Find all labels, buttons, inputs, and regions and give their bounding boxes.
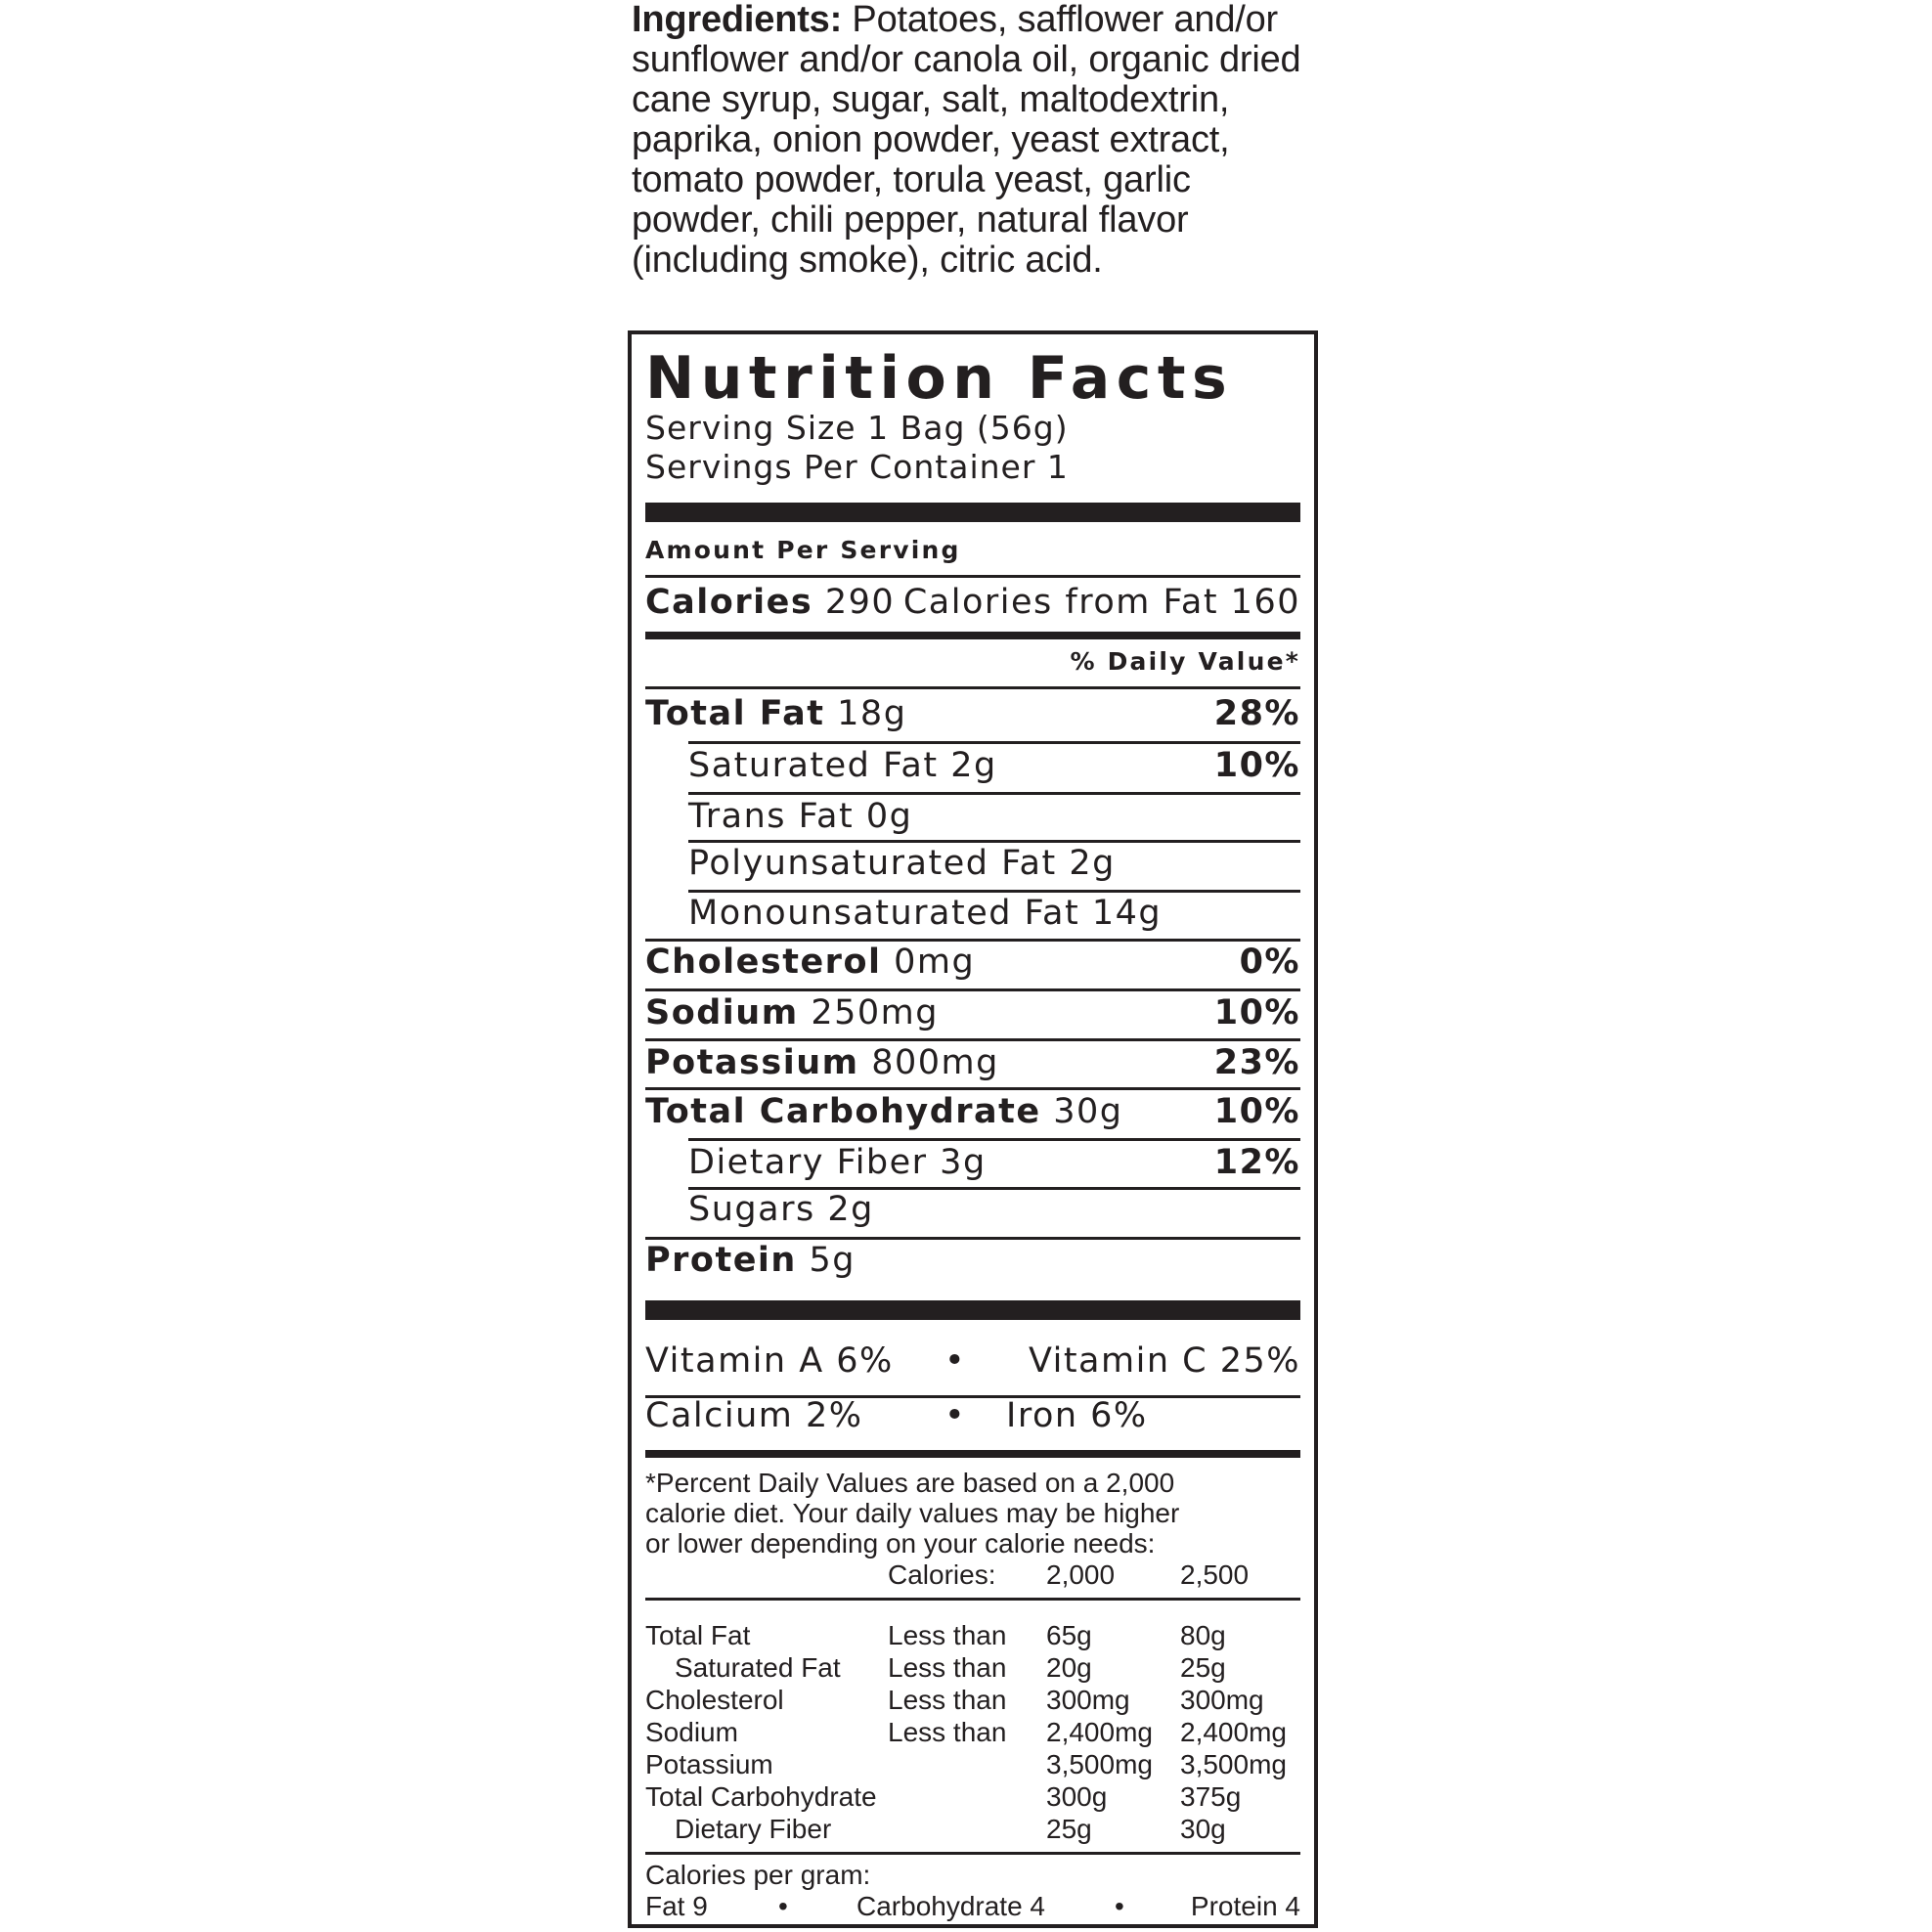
ref-value-2500: 2,400mg <box>1180 1717 1287 1747</box>
nutrient-dv: 12% <box>1213 1143 1300 1182</box>
nutrient-name: Sugars 2g <box>688 1190 874 1229</box>
ingredients-list: Potatoes, safflower and/or sunflower and/or canola oil, organic dried cane syrup, sugar, salt, maltodextrin, paprika, onion powder, yeast extract, tomato powder, torula yeast, garlic powder, chili pepper, natural flavor (including smoke), citric acid. <box>632 0 1301 281</box>
calories-row <box>645 581 1300 628</box>
ref-value-2500: 25g <box>1180 1652 1226 1683</box>
calories-col-2000: 2,000 <box>1046 1559 1116 1590</box>
calories-header: Calories: <box>888 1559 996 1590</box>
ref-value-2000: 2,400mg <box>1046 1717 1153 1747</box>
ref-value-2000: 65g <box>1046 1620 1092 1650</box>
divider <box>645 1598 1300 1601</box>
calories-from-fat: Calories from Fat 160 <box>902 583 1300 622</box>
footnote-line-1: *Percent Daily Values are based on a 2,000 <box>645 1468 1175 1498</box>
ref-qualifier: Less than <box>888 1717 1007 1747</box>
vitamin-a: Vitamin A 6% <box>645 1341 894 1381</box>
medium-divider <box>645 632 1300 639</box>
nutrient-name: Dietary Fiber 3g <box>688 1143 987 1182</box>
bullet-icon: • <box>944 1396 967 1435</box>
ingredients-text <box>632 0 1316 281</box>
nutrient-dv: 10% <box>1213 993 1300 1032</box>
ref-value-2000: 25g <box>1046 1814 1092 1844</box>
nutrient-name: Protein <box>645 1241 797 1280</box>
calories-col-2500: 2,500 <box>1180 1559 1250 1590</box>
vitamin-c: Vitamin C 25% <box>1028 1341 1300 1381</box>
medium-divider <box>645 1450 1300 1458</box>
nutrient-row-total-carbohydrate <box>645 1090 1300 1137</box>
ref-qualifier: Less than <box>888 1652 1007 1683</box>
ref-value-2500: 375g <box>1180 1781 1242 1812</box>
thick-divider <box>645 1300 1300 1320</box>
iron: Iron 6% <box>1006 1396 1148 1435</box>
nutrient-row-trans-fat <box>645 795 1300 842</box>
ref-name: Total Carbohydrate <box>645 1781 877 1812</box>
nutrient-name: Polyunsaturated Fat 2g <box>688 844 1116 883</box>
nutrient-name: Total Carbohydrate <box>645 1092 1041 1131</box>
nutrient-amount: 0mg <box>894 943 976 982</box>
nutrient-row-potassium <box>645 1041 1300 1088</box>
ref-qualifier: Less than <box>888 1685 1007 1715</box>
amount-per-serving: Amount Per Serving <box>645 536 961 564</box>
nutrient-dv: 10% <box>1213 1092 1300 1131</box>
calories-value: 290 <box>824 583 896 622</box>
nutrient-row-polyunsaturated-fat <box>645 842 1300 889</box>
ref-value-2000: 3,500mg <box>1046 1749 1153 1779</box>
nutrient-name: Trans Fat 0g <box>688 797 913 836</box>
carbohydrate-per-gram: Carbohydrate 4 <box>856 1891 1046 1921</box>
nutrient-row-cholesterol <box>645 941 1300 988</box>
ref-value-2000: 300g <box>1046 1781 1108 1812</box>
ref-name: Sodium <box>645 1717 738 1747</box>
nutrient-row-sugars <box>645 1188 1300 1235</box>
ref-name: Total Fat <box>645 1620 751 1650</box>
footnote-line-3: or lower depending on your calorie needs: <box>645 1528 1156 1559</box>
bullet-icon: • <box>778 1891 788 1921</box>
ref-value-2000: 20g <box>1046 1652 1092 1683</box>
fat-per-gram: Fat 9 <box>645 1891 708 1921</box>
nutrient-dv: 0% <box>1239 943 1300 982</box>
bullet-icon: • <box>944 1341 967 1381</box>
nutrient-dv: 28% <box>1213 694 1300 733</box>
nutrition-facts-title: Nutrition Facts <box>645 344 1234 413</box>
serving-size: Serving Size 1 Bag (56g) <box>645 409 1069 447</box>
thick-divider <box>645 503 1300 522</box>
divider <box>645 686 1300 689</box>
daily-value-header: % Daily Value* <box>1070 647 1300 676</box>
nutrient-name: Saturated Fat 2g <box>688 746 997 785</box>
nutrient-row-monounsaturated-fat <box>645 892 1300 939</box>
bullet-icon: • <box>1115 1891 1124 1921</box>
nutrient-amount: 30g <box>1053 1092 1123 1131</box>
ref-value-2500: 300mg <box>1180 1685 1264 1715</box>
nutrient-amount: 800mg <box>871 1043 999 1082</box>
nutrient-name: Sodium <box>645 993 799 1032</box>
nutrient-dv: 10% <box>1213 746 1300 785</box>
nutrient-name: Potassium <box>645 1043 859 1082</box>
ref-qualifier: Less than <box>888 1620 1007 1650</box>
protein-per-gram: Protein 4 <box>1190 1891 1300 1921</box>
calories-per-gram-label: Calories per gram: <box>645 1860 871 1890</box>
ref-name: Saturated Fat <box>675 1652 841 1683</box>
nutrient-amount: 5g <box>809 1241 856 1280</box>
divider <box>645 1852 1300 1855</box>
nutrient-row-dietary-fiber <box>645 1141 1300 1188</box>
nutrient-amount: 250mg <box>811 993 939 1032</box>
ref-value-2500: 3,500mg <box>1180 1749 1287 1779</box>
nutrient-name: Total Fat <box>645 694 825 733</box>
nutrient-name: Cholesterol <box>645 943 882 982</box>
nutrient-row-saturated-fat <box>645 744 1300 791</box>
ref-name: Cholesterol <box>645 1685 784 1715</box>
calories-label: Calories <box>645 583 813 622</box>
nutrient-row-sodium <box>645 991 1300 1038</box>
ingredients-label: Ingredients: <box>632 0 843 40</box>
divider <box>645 575 1300 578</box>
calcium: Calcium 2% <box>645 1396 863 1435</box>
ref-name: Dietary Fiber <box>675 1814 832 1844</box>
nutrient-amount: 18g <box>837 694 907 733</box>
nutrient-row-total-fat <box>645 692 1300 739</box>
ref-name: Potassium <box>645 1749 773 1779</box>
ref-value-2500: 30g <box>1180 1814 1226 1844</box>
servings-per-container: Servings Per Container 1 <box>645 448 1069 486</box>
ref-value-2000: 300mg <box>1046 1685 1130 1715</box>
footnote-line-2: calorie diet. Your daily values may be higher <box>645 1498 1180 1528</box>
nutrient-dv: 23% <box>1213 1043 1300 1082</box>
nutrition-facts-panel <box>628 330 1318 1928</box>
nutrient-name: Monounsaturated Fat 14g <box>688 894 1163 933</box>
ref-value-2500: 80g <box>1180 1620 1226 1650</box>
nutrient-row-protein <box>645 1239 1300 1286</box>
